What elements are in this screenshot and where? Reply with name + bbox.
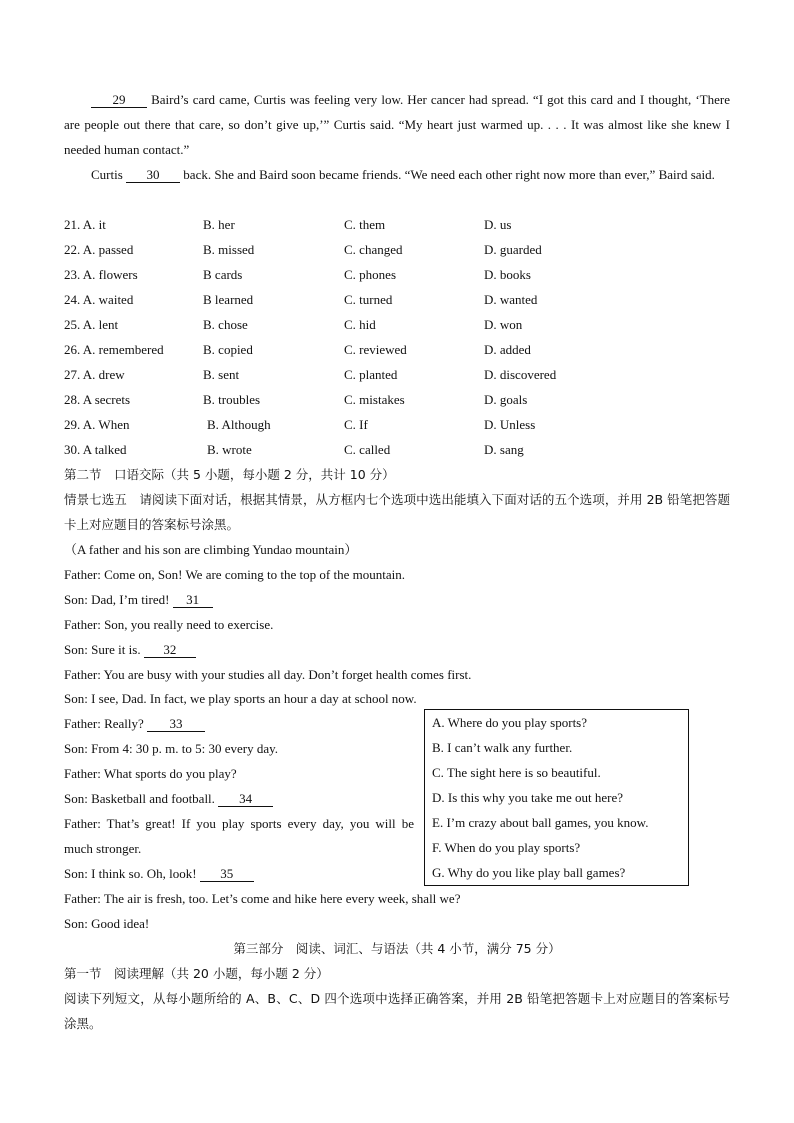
option-a: 22. A. passed — [64, 242, 134, 257]
paragraph-2-text: back. She and Baird soon became friends. “We need each other right now more than ever,” Baird said. — [180, 167, 715, 182]
dialogue-line — [64, 587, 213, 612]
dialogue-text: Father: Really? — [64, 716, 148, 731]
option-b: B. missed — [203, 242, 255, 257]
blank-29: 29 — [91, 92, 147, 108]
paragraph-2-lead: Curtis — [91, 167, 127, 182]
option-c: C. reviewed — [344, 342, 407, 357]
choice-box — [424, 709, 689, 886]
choice-e: E. I’m crazy about ball games, you know. — [432, 815, 649, 830]
dialogue-line: Father: That’s great! If you play sports every day, you will be much stronger. — [64, 816, 414, 856]
choice-d: D. Is this why you take me out here? — [432, 790, 623, 805]
dialogue-line: Son: Good idea! — [64, 916, 150, 931]
option-a: 25. A. lent — [64, 317, 119, 332]
choice-c: C. The sight here is so beautiful. — [432, 765, 601, 780]
section-2-heading: 第二节 口语交际（共 5 小题，每小题 2 分，共计 10 分） — [64, 467, 395, 482]
option-d: D. us — [484, 217, 512, 232]
option-d: D. books — [484, 267, 531, 282]
blank-32: 32 — [144, 642, 196, 658]
option-d: D. added — [484, 342, 531, 357]
part-3-instruction: 阅读下列短文，从每小题所给的 A、B、C、D 四个选项中选择正确答案，并用 2B 铅笔把答题卡上对应题目的答案标号涂黑。 — [64, 991, 730, 1031]
question-28-options — [64, 387, 730, 412]
option-c: C. hid — [344, 317, 376, 332]
option-c: C. turned — [344, 292, 393, 307]
option-d: D. Unless — [484, 417, 536, 432]
choice-b: B. I can’t walk any further. — [432, 740, 573, 755]
option-b: B learned — [203, 292, 254, 307]
dialogue-line — [64, 637, 196, 662]
option-c: C. mistakes — [344, 392, 405, 407]
dialogue-line — [64, 861, 254, 886]
option-d: D. won — [484, 317, 523, 332]
choice-g: G. Why do you like play ball games? — [432, 865, 626, 880]
blank-31: 31 — [173, 592, 213, 608]
dialogue-text: Son: Basketball and football. — [64, 791, 219, 806]
question-22-options — [64, 237, 730, 262]
dialogue-line: Father: Son, you really need to exercise. — [64, 617, 274, 632]
question-23-options — [64, 262, 730, 287]
option-b: B. troubles — [203, 392, 261, 407]
option-b: B cards — [203, 267, 243, 282]
question-21-options — [64, 212, 730, 237]
dialogue-text: Son: Sure it is. — [64, 642, 144, 657]
paragraph-1-text: Baird’s card came, Curtis was feeling very low. Her cancer had spread. “I got this card and I thought, ‘There are people out there that care, so don’t give up,’” Curtis said. “My heart just warmed up. . . . It was almost like she knew I needed human contact.” — [64, 92, 730, 157]
question-30-options — [64, 437, 730, 462]
option-c: C. If — [344, 417, 368, 432]
option-c: C. them — [344, 217, 386, 232]
passage-paragraph-2 — [64, 162, 730, 187]
dialogue-line — [64, 711, 205, 736]
option-c: C. planted — [344, 367, 398, 382]
option-d: D. wanted — [484, 292, 538, 307]
question-29-options — [64, 412, 730, 437]
part-3-sub-heading: 第一节 阅读理解（共 20 小题，每小题 2 分） — [64, 966, 329, 981]
blank-30: 30 — [126, 167, 180, 183]
option-c: C. changed — [344, 242, 403, 257]
question-27-options — [64, 362, 730, 387]
dialogue-line: Father: You are busy with your studies all day. Don’t forget health comes first. — [64, 667, 472, 682]
dialogue-text: Son: I think so. Oh, look! — [64, 866, 200, 881]
passage-paragraph-1 — [64, 87, 730, 162]
option-b: B. Although — [207, 417, 271, 432]
blank-33: 33 — [147, 716, 205, 732]
option-a: 28. A secrets — [64, 392, 131, 407]
option-d: D. discovered — [484, 367, 557, 382]
dialogue-line — [64, 786, 273, 811]
choice-a: A. Where do you play sports? — [432, 715, 588, 730]
choice-f: F. When do you play sports? — [432, 840, 581, 855]
option-a: 21. A. it — [64, 217, 106, 232]
dialogue-line: Son: From 4: 30 p. m. to 5: 30 every day. — [64, 741, 279, 756]
option-c: C. phones — [344, 267, 396, 282]
question-26-options — [64, 337, 730, 362]
option-a: 30. A talked — [64, 442, 127, 457]
dialogue-line: Father: What sports do you play? — [64, 766, 237, 781]
dialogue-context: （A father and his son are climbing Yundao mountain） — [64, 542, 358, 557]
section-2-instruction: 情景七选五 请阅读下面对话，根据其情景，从方框内七个选项中选出能填入下面对话的五个选项，并用 2B 铅笔把答题卡上对应题目的答案标号涂黑。 — [64, 492, 730, 532]
question-25-options — [64, 312, 730, 337]
option-a: 26. A. remembered — [64, 342, 164, 357]
option-b: B. copied — [203, 342, 253, 357]
option-a: 29. A. When — [64, 417, 130, 432]
blank-35: 35 — [200, 866, 254, 882]
option-d: D. goals — [484, 392, 528, 407]
option-d: D. sang — [484, 442, 524, 457]
option-b: B. sent — [203, 367, 240, 382]
dialogue-line: Father: Come on, Son! We are coming to the top of the mountain. — [64, 567, 405, 582]
option-d: D. guarded — [484, 242, 542, 257]
option-c: C. called — [344, 442, 391, 457]
option-b: B. her — [203, 217, 235, 232]
blank-34: 34 — [218, 791, 273, 807]
option-b: B. chose — [203, 317, 248, 332]
option-a: 24. A. waited — [64, 292, 134, 307]
question-24-options — [64, 287, 730, 312]
part-3-heading: 第三部分 阅读、词汇、与语法（共 4 小节，满分 75 分） — [233, 941, 561, 956]
dialogue-line: Son: I see, Dad. In fact, we play sports an hour a day at school now. — [64, 691, 417, 706]
option-a: 27. A. drew — [64, 367, 125, 382]
option-b: B. wrote — [207, 442, 252, 457]
dialogue-line: Father: The air is fresh, too. Let’s come and hike here every week, shall we? — [64, 891, 461, 906]
option-a: 23. A. flowers — [64, 267, 138, 282]
dialogue-text: Son: Dad, I’m tired! — [64, 592, 173, 607]
